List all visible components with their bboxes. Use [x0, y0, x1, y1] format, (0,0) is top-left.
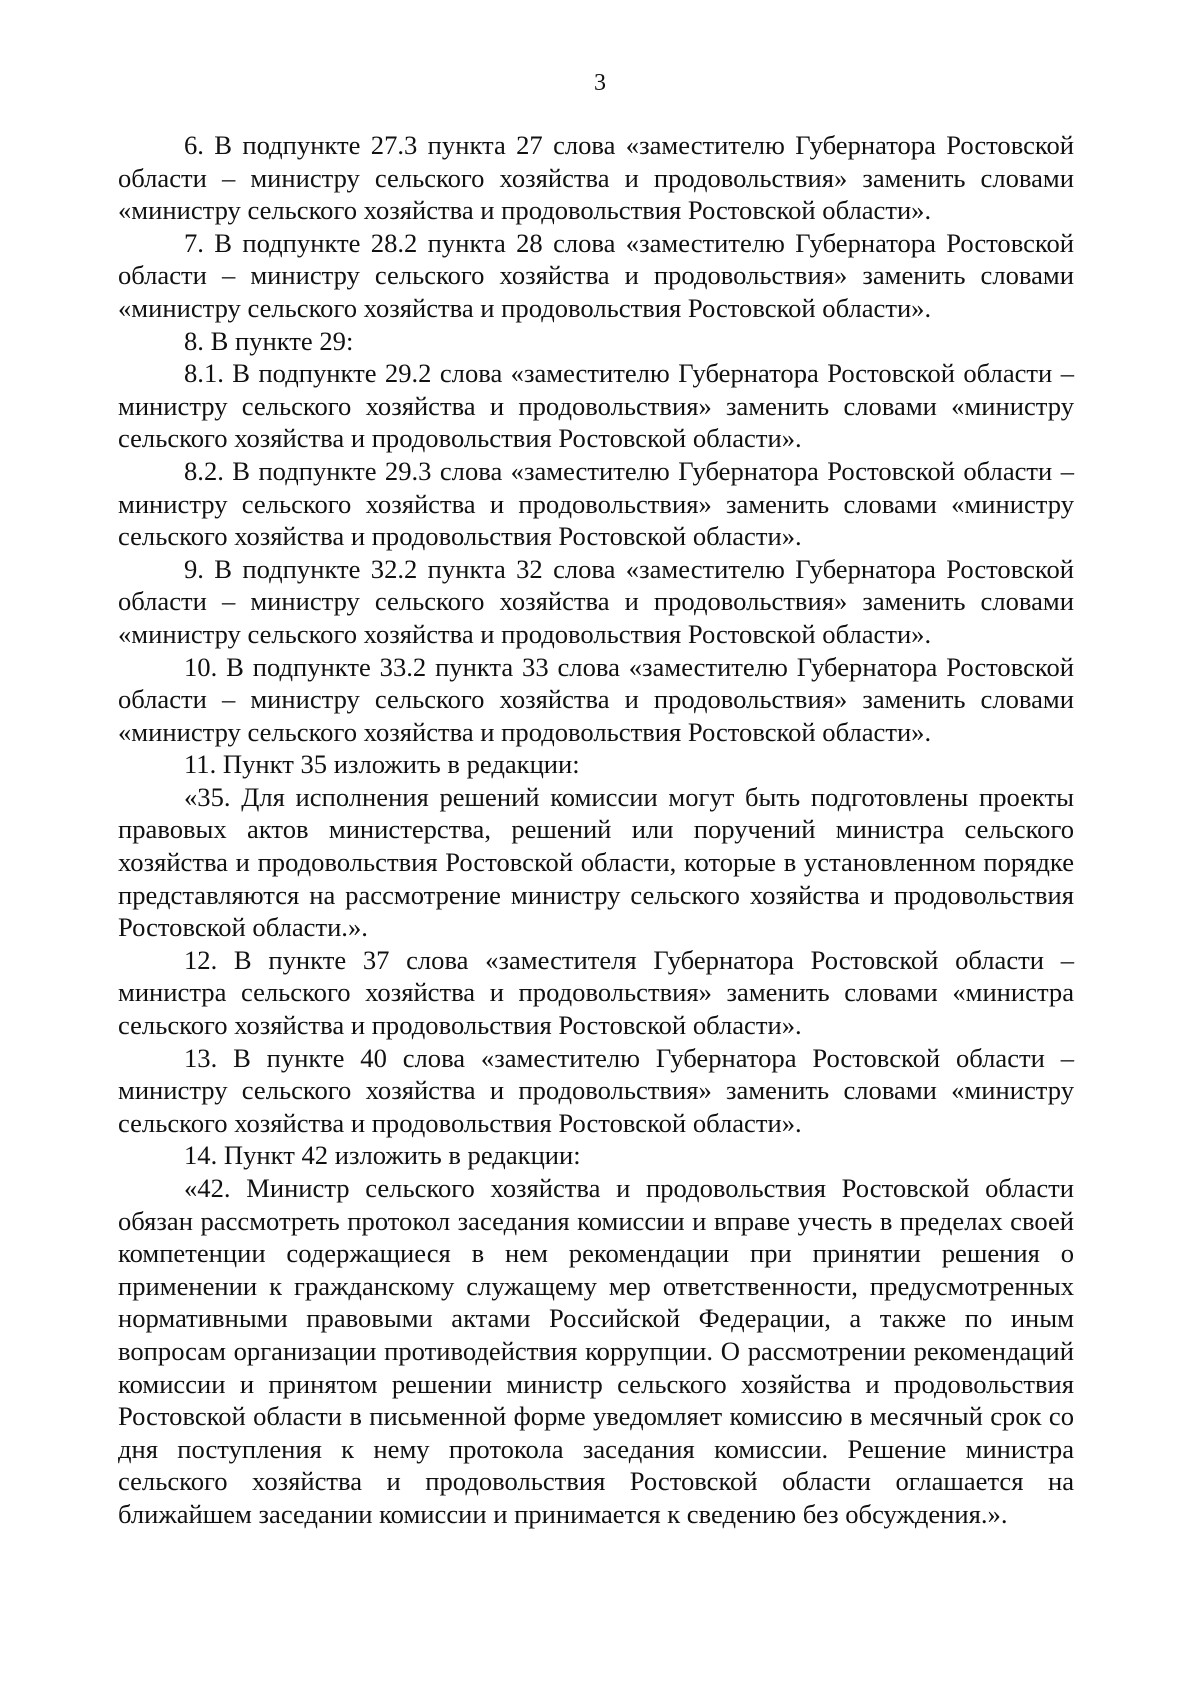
document-body: [118, 129, 1074, 1531]
paragraph-item-11: 11. Пункт 35 изложить в редакции:: [184, 749, 580, 780]
page-number: 3: [594, 70, 606, 96]
paragraph-item-9: 9. В подпункте 32.2 пункта 32 слова «заместителю Губернатора Ростовской области – министру сельского хозяйства и продовольствия» заменить словами «министру сельского хозяйства и продовольствия Ростовской области».: [118, 553, 1074, 649]
paragraph-item-13: 13. В пункте 40 слова «заместителю Губернатора Ростовской области – министру сельского хозяйства и продовольствия» заменить словами «министру сельского хозяйства и продовольствия Ростовской области».: [118, 1042, 1074, 1138]
paragraph-item-8-2: 8.2. В подпункте 29.3 слова «заместителю Губернатора Ростовской области – министру сельского хозяйства и продовольствия» заменить словами «министру сельского хозяйства и продовольствия Ростовской области».: [118, 455, 1074, 552]
paragraph-item-8-1: 8.1. В подпункте 29.2 слова «заместителю Губернатора Ростовской области – министру сельского хозяйства и продовольствия» заменить словами «министру сельского хозяйства и продовольствия Ростовской области».: [118, 358, 1074, 454]
paragraph-item-7: 7. В подпункте 28.2 пункта 28 слова «заместителю Губернатора Ростовской области – министру сельского хозяйства и продовольствия» заменить словами «министру сельского хозяйства и продовольствия Ростовской области».: [118, 227, 1074, 323]
paragraph-quote-35: «35. Для исполнения решений комиссии могут быть подготовлены проекты правовых актов министерства, решений или поручений министра сельского хозяйства и продовольствия Ростовской области, которые в установленном порядке представляются на рассмотрение министру сельского хозяйства и продовольствия Ростовской области.».: [118, 781, 1074, 943]
paragraph-item-6: 6. В подпункте 27.3 пункта 27 слова «заместителю Губернатора Ростовской области – министру сельского хозяйства и продовольствия» заменить словами «министру сельского хозяйства и продовольствия Ростовской области».: [118, 130, 1074, 226]
paragraph-quote-42: «42. Министр сельского хозяйства и продовольствия Ростовской области обязан рассмотреть протокол заседания комиссии и вправе учесть в пределах своей компетенции содержащиеся в нем рекомендации при принятии решения о применении к гражданскому служащему мер ответственности, предусмотренных нормативными правовыми актами Российской Федерации, а также по иным вопросам организации противодействия коррупции. О рассмотрении рекомендаций комиссии и принятом решении министр сельского хозяйства и продовольствия Ростовской области в письменной форме уведомляет комиссию в месячный срок со дня поступления к нему протокола заседания комиссии. Решение министра сельского хозяйства и продовольствия Ростовской области оглашается на ближайшем заседании комиссии и принимается к сведению без обсуждения.».: [118, 1173, 1074, 1529]
paragraph-item-14: 14. Пункт 42 изложить в редакции:: [184, 1140, 581, 1171]
paragraph-item-10: 10. В подпункте 33.2 пункта 33 слова «заместителю Губернатора Ростовской области – министру сельского хозяйства и продовольствия» заменить словами «министру сельского хозяйства и продовольствия Ростовской области».: [118, 651, 1074, 747]
paragraph-item-12: 12. В пункте 37 слова «заместителя Губернатора Ростовской области – министра сельского хозяйства и продовольствия» заменить словами «министра сельского хозяйства и продовольствия Ростовской области».: [118, 944, 1074, 1041]
paragraph-item-8: 8. В пункте 29:: [184, 325, 354, 356]
